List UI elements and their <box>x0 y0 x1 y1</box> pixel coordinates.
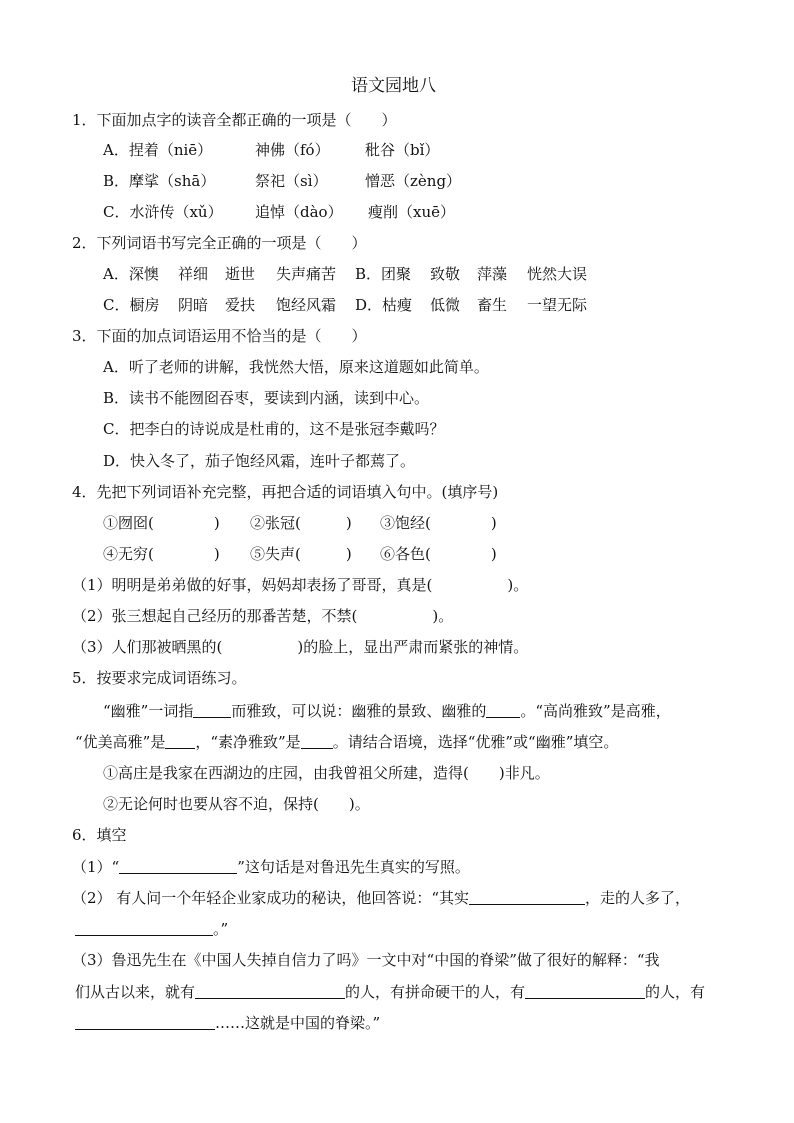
q4-word-item: ④无穷( ) <box>103 545 220 563</box>
q1-option-b-item-1: B．摩挲（shā） <box>103 172 216 190</box>
q2-word: 饱经风霜 <box>276 296 337 314</box>
q1-option-a-item-3: 秕谷（bǐ） <box>365 141 440 159</box>
fill-blank[interactable] <box>75 921 213 936</box>
q4-word-item: ⑤失声( ) <box>250 545 352 563</box>
q4-sentence-2: （2）张三想起自己经历的那番苦楚，不禁( )。 <box>72 607 454 625</box>
q3-option-c: C．把李白的诗说成是杜甫的，这不是张冠李戴吗？ <box>103 420 445 438</box>
q6-text: ……这就是中国的脊梁。” <box>215 1014 381 1032</box>
q6-text: （2） 有人问一个年轻企业家成功的秘诀，他回答说：“其实 <box>72 889 469 907</box>
q2-word: 祥细 <box>178 265 209 283</box>
q2-word: 萍藻 <box>477 265 508 283</box>
q4-word-item: ③饱经( ) <box>380 514 497 532</box>
q3-stem: 3．下面的加点词语运用不恰当的是（ ） <box>72 327 367 345</box>
q6-stem: 6．填空 <box>72 826 127 844</box>
q5-stem: 5．按要求完成词语练习。 <box>72 669 247 687</box>
q6-text: 的人，有拼命硬干的人，有 <box>345 983 526 1001</box>
q2-word: 恍然大误 <box>527 265 588 283</box>
q1-option-c-item-2: 追悼（dào） <box>255 203 343 221</box>
fill-blank[interactable] <box>525 984 645 999</box>
q1-option-b-item-2: 祭祀（sì） <box>255 172 328 190</box>
q3-option-d: D．快入冬了，茄子饱经风霜，连叶子都蔫了。 <box>103 452 416 470</box>
q3-option-a: A．听了老师的讲解，我恍然大悟，原来这道题如此简单。 <box>103 358 489 376</box>
q6-item-3-line-3 <box>75 1013 380 1033</box>
q3-option-b: B．读书不能囫囵吞枣，要读到内涵，读到中心。 <box>103 389 430 407</box>
fill-blank[interactable] <box>75 1015 215 1030</box>
q5-text: ，“素净雅致”是 <box>195 733 301 751</box>
q6-text: ”这句话是对鲁迅先生真实的写照。 <box>237 858 470 876</box>
q1-option-a-item-1: A．捏着（niē） <box>103 141 213 159</box>
q5-text: 。“高尚雅致”是高雅， <box>520 702 671 720</box>
q5-text: “优美高雅”是 <box>75 733 166 751</box>
q2-word: 致敬 <box>430 265 461 283</box>
fill-blank[interactable] <box>301 734 333 749</box>
q5-text: 。请结合语境，选择“优雅”或“幽雅”填空。 <box>332 733 619 751</box>
q5-text: 而雅致，可以说：幽雅的景致、幽雅的 <box>231 702 487 720</box>
fill-blank[interactable] <box>486 703 520 718</box>
fill-blank[interactable] <box>165 734 195 749</box>
q1-option-b-item-3: 憎恶（zèng） <box>365 172 462 190</box>
q4-word-item: ①囫囵( ) <box>103 514 220 532</box>
q6-text: 。” <box>213 920 229 938</box>
q6-item-3-line-1: （3）鲁迅先生在《中国人失掉自信力了吗》一文中对“中国的脊梁”做了很好的解释：“我 <box>72 951 660 969</box>
q2-word: 阴暗 <box>178 296 209 314</box>
q2-word: C．橱房 <box>103 296 160 314</box>
fill-blank[interactable] <box>195 984 345 999</box>
q6-text: 们从古以来，就有 <box>75 983 196 1001</box>
q6-text: ，走的人多了， <box>584 889 690 907</box>
q4-sentence-3: （3）人们那被晒黑的( )的脸上，显出严肃而紧张的神情。 <box>72 638 529 656</box>
q2-word: A．深懊 <box>103 265 159 283</box>
q2-word: 一望无际 <box>527 296 588 314</box>
q6-text: （1）“ <box>72 858 120 876</box>
q2-word: D．枯瘦 <box>355 296 413 314</box>
q4-sentence-1: （1）明明是弟弟做的好事，妈妈却表扬了哥哥，真是( )。 <box>72 576 529 594</box>
q5-paragraph-line-1 <box>103 701 671 721</box>
q1-stem: 1．下面加点字的读音全都正确的一项是（ ） <box>72 111 397 129</box>
fill-blank[interactable] <box>119 859 237 874</box>
fill-blank[interactable] <box>193 703 231 718</box>
q5-sentence-2: ②无论何时也要从容不迫，保持( )。 <box>103 795 370 813</box>
q2-word: 失声痛苦 <box>276 265 337 283</box>
fill-blank[interactable] <box>469 890 585 905</box>
q2-word: 低微 <box>430 296 461 314</box>
q4-word-item: ⑥各色( ) <box>380 545 497 563</box>
q2-word: B．团聚 <box>355 265 412 283</box>
q2-word: 爱扶 <box>225 296 256 314</box>
q5-sentence-1: ①高庄是我家在西湖边的庄园，由我曾祖父所建，造得( )非凡。 <box>103 764 550 782</box>
q2-stem: 2．下列词语书写完全正确的一项是（ ） <box>72 234 367 252</box>
page-title: 语文园地八 <box>351 76 436 96</box>
q2-word: 畜生 <box>477 296 508 314</box>
q6-text: 的人，有 <box>645 983 706 1001</box>
q5-paragraph-line-2 <box>75 732 618 752</box>
q4-stem: 4．先把下列词语补充完整，再把合适的词语填入句中。(填序号) <box>72 483 499 501</box>
q6-item-2-line-1 <box>72 888 690 908</box>
q6-item-2-line-2 <box>75 919 228 939</box>
q1-option-c-item-3: 瘦削（xuē） <box>368 203 455 221</box>
q4-word-item: ②张冠( ) <box>250 514 352 532</box>
q6-item-3-line-2 <box>75 982 705 1002</box>
q6-item-1 <box>72 857 470 877</box>
q5-text: “幽雅”一词指 <box>103 702 194 720</box>
q1-option-c-item-1: C．水浒传（xǔ） <box>103 203 223 221</box>
q2-word: 逝世 <box>225 265 256 283</box>
q1-option-a-item-2: 神佛（fó） <box>255 141 330 159</box>
